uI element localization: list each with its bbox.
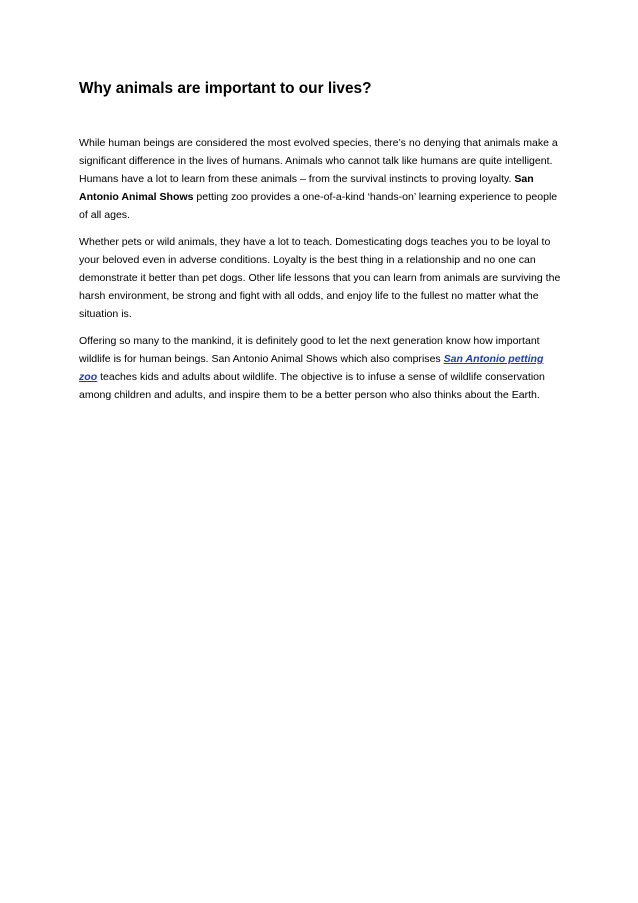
paragraph-3-text-end: teaches kids and adults about wildlife. The objective is to infuse a sense of wildlife conservation among children and adults, and inspire them to be a better person who also thinks about the Earth.	[79, 371, 545, 401]
paragraph-3	[79, 332, 563, 404]
paragraph-2: Whether pets or wild animals, they have a lot to teach. Domesticating dogs teaches you to be loyal to your beloved even in adverse conditions. Loyalty is the best thing in a relationship and no one can demonstrate it better than pet dogs. Other life lessons that you can learn from animals are surviving the harsh environment, be strong and fight with all odds, and enjoy life to the fullest no matter what the situation is.	[79, 236, 561, 320]
paragraph-1-bold-brand: San Antonio Animal Shows	[79, 173, 534, 203]
paragraph-1-text-start: While human beings are considered the most evolved species, there’s no denying that animals make a significant difference in the lives of humans. Animals who cannot talk like humans are quite intelligent. Humans have a lot to learn from these animals – from the survival instincts to proving loyalty.	[79, 137, 558, 185]
san-antonio-petting-zoo-link[interactable]: San Antonio petting zoo	[79, 353, 544, 383]
paragraph-3-text-start: Offering so many to the mankind, it is definitely good to let the next generation know how important wildlife is for human beings. San Antonio Animal Shows which also comprises	[79, 335, 540, 365]
paragraph-1	[79, 134, 563, 224]
document-title: Why animals are important to our lives?	[79, 80, 372, 97]
document-content	[79, 78, 563, 404]
paragraph-1-text-end: petting zoo provides a one-of-a-kind ‘hands-on’ learning experience to people of all ages.	[79, 191, 558, 221]
